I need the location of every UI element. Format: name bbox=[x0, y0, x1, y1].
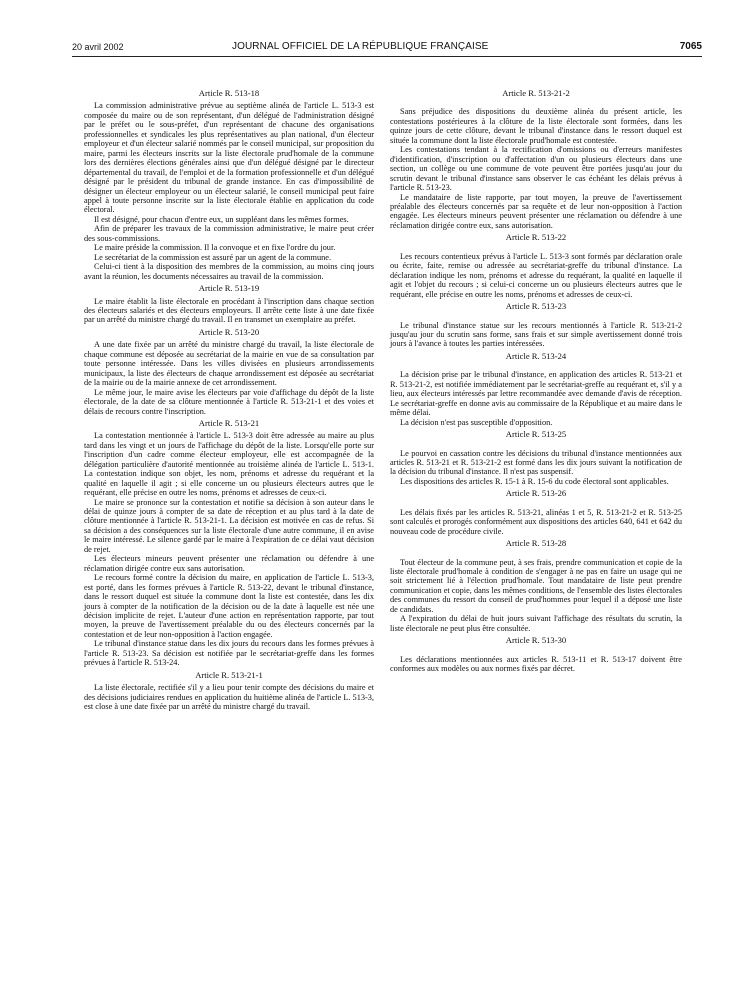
article-section bbox=[390, 233, 682, 299]
article-paragraph: La commission administrative prévue au septième alinéa de l'article L. 513-3 est composée du maire ou de son représentant, d'un délégué de l'administration désigné par le préfet ou le sous-préfet, d'un représentant de chacune des organisations professionnelles et syndicales les plus représentatives au plan national, d'un électeur employeur et d'un électeur salarié nommés par le conseil municipal, sur proposition du maire, parmi les électeurs inscrits sur la liste électorale prud'homale de la commune lors des dernières élections générales ainsi que d'un délégué désigné par le directeur départemental du travail, de l'emploi et de la formation professionnelle et d'un délégué désigné par le président du tribunal de grande instance. En cas d'impossibilité de désigner un électeur employeur ou un électeur salarié, le conseil municipal peut faire appel à toute personne inscrite sur la liste électorale établie en application du code électoral. bbox=[84, 101, 374, 215]
article-paragraph: Les électeurs mineurs peuvent présenter une réclamation ou défendre à une réclamation dirigée contre eux sans autorisation. bbox=[84, 554, 374, 573]
article-section bbox=[84, 328, 374, 416]
article-section bbox=[390, 352, 682, 427]
article-title: Article R. 513-20 bbox=[198, 326, 260, 337]
journal-title: JOURNAL OFFICIEL DE LA RÉPUBLIQUE FRANÇAISE bbox=[232, 41, 489, 52]
page-number: 7065 bbox=[679, 41, 702, 52]
article-paragraph: A une date fixée par un arrêté du ministre chargé du travail, la liste électorale de chaque commune est déposée au secrétariat de la mairie en vue de sa consultation par toute personne intéressée. Dans les villes divisées en plusieurs arrondissements municipaux, la liste des électeurs de chaque arrondissement est déposée au secrétariat de la mairie ou de la mairie annexe de cet arrondissement. bbox=[84, 340, 374, 388]
article-paragraph: Celui-ci tient à la disposition des membres de la commission, au moins cinq jours avant la réunion, les documents nécessaires au travail de la commission. bbox=[84, 262, 374, 281]
article-title: Article R. 513-23 bbox=[505, 301, 567, 312]
article-paragraph: La contestation mentionnée à l'article L. 513-3 doit être adressée au maire au plus tard dans les vingt et un jours de l'affichage du dépôt de la liste. Lorsqu'elle porte sur l'inscription d'un cadre comme électeur employeur, elle est accompagnée de la délégation particulière d'autorité mentionnée au troisième alinéa de l'article L. 513-1. La contestation indique son objet, les nom, prénoms et adresse du requérant et la qualité en laquelle il agit ; si elle concerne un ou plusieurs électeurs autres que le requérant, elle précise en outre les noms, prénoms et adresses de ceux-ci. bbox=[84, 431, 374, 498]
article-paragraph: Le même jour, le maire avise les électeurs par voie d'affichage du dépôt de la liste électorale, de la date de sa clôture mentionnée à l'article R. 513-21-1 et des voies et délais de recours contre l'inscription. bbox=[84, 387, 374, 416]
article-paragraph: Les contestations tendant à la rectification d'omissions ou d'erreurs manifestes d'identification, d'inscription ou d'affectation d'un ou plusieurs électeurs dans une section, un collège ou une commune de vote peuvent être portées jusqu'au jour du scrutin devant le tribunal d'instance sans observer le cas échéant les délais prévus à l'article R. 513-23. bbox=[390, 145, 682, 193]
article-paragraph: Tout électeur de la commune peut, à ses frais, prendre communication et copie de la liste électorale prud'homale à condition de s'engager à ne pas en faire un usage qui ne soit strictement lié à l'élection prud'homale. Tout mandataire de liste peut prendre communication et copie, dans les mêmes conditions, de l'ensemble des listes électorales des communes du ressort du conseil de prud'hommes pour lequel il a déposé une liste de candidats. bbox=[390, 557, 682, 614]
page-header bbox=[72, 40, 702, 56]
article-title: Article R. 513-24 bbox=[505, 350, 567, 361]
article-title: Article R. 513-30 bbox=[505, 635, 567, 646]
article-paragraph: La décision n'est pas susceptible d'opposition. bbox=[400, 417, 553, 427]
article-paragraph: La liste électorale, rectifiée s'il y a lieu pour tenir compte des décisions du maire et des décisions judiciaires rendues en application du huitième alinéa de l'article L. 513-3, est close à une date fixée par un arrêté du ministre chargé du travail. bbox=[84, 683, 374, 712]
article-paragraph: La décision prise par le tribunal d'instance, en application des articles R. 513-21 et R. 513-21-2, est notifiée immédiatement par le secrétariat-greffe au requérant et, s'il y a lieu, aux électeurs intéressés par lettre recommandée avec demande d'avis de réception. Le secrétariat-greffe en donne avis au commissaire de la République et au maire dans le même délai. bbox=[390, 370, 682, 418]
article-title: Article R. 513-21-1 bbox=[195, 669, 263, 680]
article-section bbox=[390, 539, 682, 633]
article-title: Article R. 513-18 bbox=[198, 88, 260, 98]
article-paragraph: Le recours formé contre la décision du maire, en application de l'article L. 513-3, est porté, dans les formes prévues à l'article R. 513-22, devant le tribunal d'instance, dans le ressort duquel est située la commune dont la liste est contestée, dans les dix jours à compter de la notification de la décision ou de la date à laquelle est née une décision implicite de rejet. L'auteur d'une action en représentation rapporte, par tout moyen, la preuve de l'avertissement préalable du ou des électeurs concernés par la contestation et de leur non-opposition à l'action engagée. bbox=[84, 573, 374, 639]
article-paragraph: A l'expiration du délai de huit jours suivant l'affichage des résultats du scrutin, la liste électorale ne peut plus être consultée. bbox=[390, 614, 682, 633]
article-title: Article R. 513-28 bbox=[505, 538, 567, 549]
article-paragraph: Les délais fixés par les articles R. 513-21, alinéas 1 et 5, R. 513-21-2 et R. 513-25 sont calculés et prorogés conformément aux dispositions des articles 640, 641 et 642 du nouveau code de procédure civile. bbox=[390, 507, 682, 536]
article-paragraph: Les déclarations mentionnées aux articles R. 513-11 et R. 513-17 doivent être conformes aux modèles ou aux normes fixés par décret. bbox=[390, 654, 682, 674]
article-paragraph: Sans préjudice des dispositions du deuxième alinéa du présent article, les contestations postérieures à la clôture de la liste électorale sont formées, dans les quinze jours de cette clôture, devant le tribunal d'instance dans le ressort duquel est située la commune dont la liste électorale prud'homale est contestée. bbox=[390, 107, 682, 145]
article-paragraph: Afin de préparer les travaux de la commission administrative, le maire peut créer des sous-commissions. bbox=[84, 224, 374, 243]
article-title: Article R. 513-22 bbox=[505, 232, 567, 243]
article-paragraph: Le pourvoi en cassation contre les décisions du tribunal d'instance mentionnées aux articles R. 513-21 et R. 513-21-2 est formé dans les dix jours suivant la notification de la décision du tribunal d'instance. Il n'est pas suspensif. bbox=[390, 448, 682, 477]
article-paragraph: Le tribunal d'instance statue dans les dix jours du recours dans les formes prévues à l'article R. 513-23. Sa décision est notifiée par le secrétariat-greffe dans les formes prévues à l'article R. 513-24. bbox=[84, 639, 374, 668]
article-paragraph: Le maire préside la commission. Il la convoque et en fixe l'ordre du jour. bbox=[94, 243, 336, 253]
article-section bbox=[390, 430, 682, 486]
article-title: Article R. 513-25 bbox=[505, 429, 567, 440]
article-section bbox=[84, 284, 374, 325]
article-title: Article R. 513-21 bbox=[198, 417, 260, 428]
article-section bbox=[390, 302, 682, 349]
article-paragraph: Il est désigné, pour chacun d'entre eux, un suppléant dans les mêmes formes. bbox=[94, 214, 349, 224]
article-title: Article R. 513-19 bbox=[198, 283, 260, 294]
right-column bbox=[390, 86, 682, 674]
article-paragraph: Le mandataire de liste rapporte, par tout moyen, la preuve de l'avertissement préalable des électeurs concernés par sa requête et de leur non-opposition à l'action engagée. Les électeurs mineurs peuvent présenter une réclamation ou défendre à une réclamation dirigée contre eux, sans autorisation. bbox=[390, 192, 682, 230]
article-section bbox=[390, 89, 682, 230]
article-paragraph: Les dispositions des articles R. 15-1 à R. 15-6 du code électoral sont applicables. bbox=[400, 476, 669, 486]
article-paragraph: Le tribunal d'instance statue sur les recours mentionnés à l'article R. 513-21-2 jusqu'au jour du scrutin sans forme, sans frais et sur simple avertissement donné trois jours à l'avance à toutes les parties intéressées. bbox=[390, 320, 682, 349]
article-section bbox=[84, 671, 374, 712]
article-paragraph: Le secrétariat de la commission est assuré par un agent de la commune. bbox=[94, 252, 332, 262]
article-paragraph: Les recours contentieux prévus à l'article L. 513-3 sont formés par déclaration orale ou écrite, faite, remise ou adressée au secrétariat-greffe du tribunal d'instance. La déclaration indique les nom, prénoms et adresse du requérant, la qualité en laquelle il agit et l'objet du recours ; si celui-ci concerne un ou plusieurs électeurs autres que le requérant, elle précise en outre les noms, prénoms et adresses de ceux-ci. bbox=[390, 251, 682, 299]
article-paragraph: Le maire établit la liste électorale en procédant à l'inscription dans chaque section des électeurs salariés et des électeurs employeurs. Il arrête cette liste à une date fixée par un arrêté du ministre chargé du travail. Il en transmet un exemplaire au préfet. bbox=[84, 296, 374, 325]
article-title: Article R. 513-21-2 bbox=[502, 88, 570, 98]
header-rule bbox=[72, 56, 702, 57]
article-paragraph: Le maire se prononce sur la contestation et notifie sa décision à son auteur dans le délai de quinze jours à compter de sa date de réception et au plus tard à la date de clôture mentionnée à l'article R. 513-21-1. La décision est motivée en cas de refus. Si sa décision a des conséquences sur la liste électorale d'une autre commune, il en avise le maire intéressé. Le silence gardé par le maire à l'expiration de ce délai vaut décision de rejet. bbox=[84, 497, 374, 554]
article-section bbox=[390, 489, 682, 536]
article-title: Article R. 513-26 bbox=[505, 488, 567, 499]
issue-date: 20 avril 2002 bbox=[72, 42, 124, 52]
article-section bbox=[390, 636, 682, 673]
left-column bbox=[84, 86, 374, 712]
article-section bbox=[84, 89, 374, 281]
article-section bbox=[84, 419, 374, 668]
